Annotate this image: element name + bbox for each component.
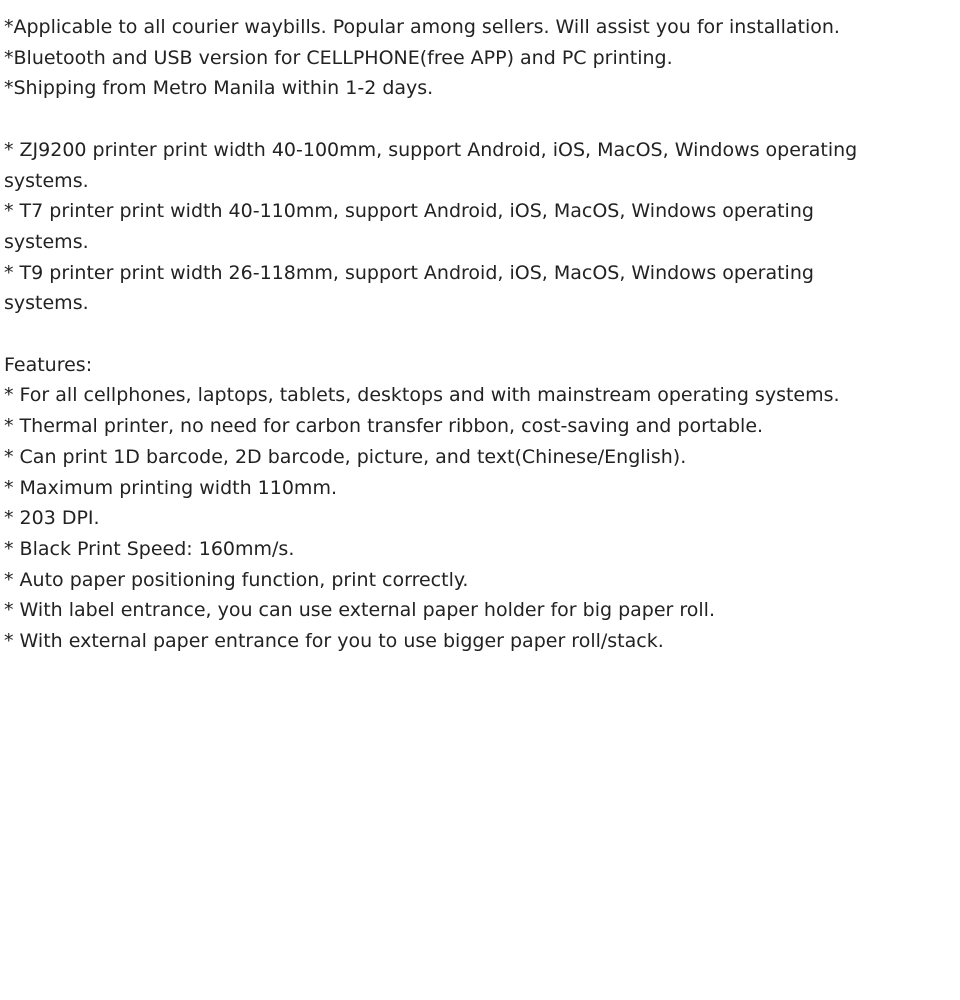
feature-line: * For all cellphones, laptops, tablets, desktops and with mainstream operating systems. bbox=[4, 384, 840, 407]
spacer bbox=[4, 104, 904, 135]
feature-line: * Auto paper positioning function, print correctly. bbox=[4, 568, 469, 591]
intro-line: *Applicable to all courier waybills. Popular among sellers. Will assist you for installation. bbox=[4, 16, 840, 38]
spacer bbox=[4, 319, 904, 350]
feature-line: * With external paper entrance for you to use bigger paper roll/stack. bbox=[4, 630, 664, 653]
feature-line: * 203 DPI. bbox=[4, 507, 100, 530]
model-line: * T7 printer print width 40-110mm, support Android, iOS, MacOS, Windows operating systems. bbox=[4, 200, 820, 253]
feature-line: * With label entrance, you can use external paper holder for big paper roll. bbox=[4, 599, 715, 622]
intro-line: *Shipping from Metro Manila within 1-2 days. bbox=[4, 77, 434, 100]
intro-line: *Bluetooth and USB version for CELLPHONE(free APP) and PC printing. bbox=[4, 46, 673, 69]
feature-line: * Maximum printing width 110mm. bbox=[4, 476, 337, 499]
feature-line: * Can print 1D barcode, 2D barcode, picture, and text(Chinese/English). bbox=[4, 445, 687, 468]
model-line: * ZJ9200 printer print width 40-100mm, support Android, iOS, MacOS, Windows operating systems. bbox=[4, 138, 864, 192]
features-heading: Features: bbox=[4, 353, 93, 376]
feature-line: * Black Print Speed: 160mm/s. bbox=[4, 537, 295, 560]
model-line: * T9 printer print width 26-118mm, support Android, iOS, MacOS, Windows operating systems. bbox=[4, 261, 820, 315]
feature-line: * Thermal printer, no need for carbon transfer ribbon, cost-saving and portable. bbox=[4, 415, 764, 438]
